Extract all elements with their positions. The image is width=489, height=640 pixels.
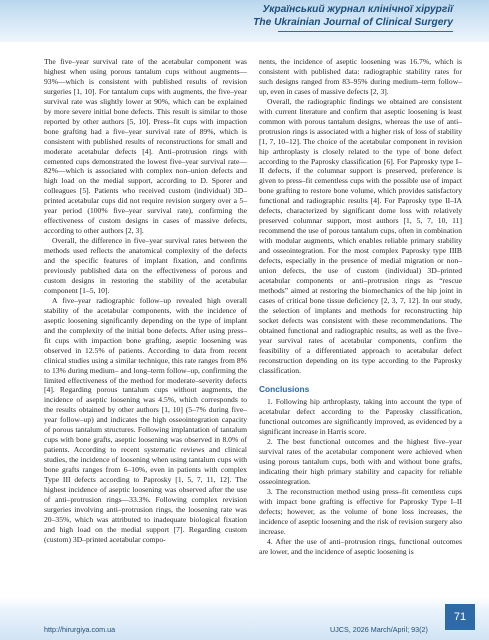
right-text-column: [259, 57, 462, 557]
journal-citation: UJCS, 2026 March/April; 93(2): [330, 625, 428, 634]
conclusion-item: 2. The best functional outcomes and the highest five–year survival rates of the acetabular component were achieved when using porous tantalum cups, both with and without bone grafts, indicating their high primary stability and capacity for reliable osseointegration.: [259, 437, 462, 487]
conclusion-item: 1. Following hip arthroplasty, taking into account the type of acetabular defect according to the Paprosky classification, functional outcomes are significantly improved, as evidenced by a significant increase in Harris score.: [259, 397, 462, 437]
page-number: 71: [445, 604, 475, 630]
left-text-column: [44, 57, 247, 545]
paragraph: nents, the incidence of aseptic loosening was 16.7%, which is consistent with published data: radiographic stability rates for such designs ranged from 83–95% during medium–term follow–up, even in cases of massive defects [2, 3].: [259, 57, 462, 96]
journal-header-band: [0, 0, 489, 42]
conclusions-heading: Conclusions: [259, 383, 310, 394]
paragraph: The five–year survival rate of the acetabular component was highest when using porous tantalum cups without augments—93%—which is consistent with published results of revision surgeries [1, 10]. For tantalum cups with augments, the five–year survival rate was slightly lower at 90%, which can be explained by more severe initial bone defects. This result is similar to those reported by other authors [5, 10]. Press–fit cups with impaction bone grafting had a five–year survival rate of 89%, which is consistent with published results of reconstructions for small and moderate acetabular defects [4]. Anti–protrusion rings with cemented cups demonstrated the lowest five–year survival rate—82%—which is associated with complex non–union defects and high load on the medial support, according to D. Sporer and colleagues [5]. Patients who received custom (individual) 3D–printed acetabular cups did not require revision surgery over a 5–year period (100% five–year survival rate), confirming the effectiveness of custom designs in cases of massive defects, according to other authors [2, 3].: [44, 57, 247, 236]
journal-title-english: The Ukrainian Journal of Clinical Surgery: [253, 17, 453, 28]
paragraph: Overall, the radiographic findings we obtained are consistent with current literature and confirm that aseptic loosening is least common with porous tantalum designs, whereas the use of anti–protrusion rings is associated with a higher risk of loss of stability [1, 7, 10–12]. The choice of the acetabular component in revision hip arthroplasty is closely related to the type of bone defect according to the Paprosky classification [6]. For Paprosky type I–II defects, if the columnar support is preserved, preference is given to press–fit cementless cups with the possible use of impact bone grafting to restore bone volume, which provides satisfactory functional and radiographic results [4]. For Paprosky type II–IA defects, characterized by significant dome loss with relatively preserved columnar support, most authors [1, 5, 7, 10, 11] recommend the use of porous tantalum cups, often in combination with modular augments, which enables reliable primary stability and osseointegration. For the most complex Paprosky type IIIB defects, especially in the presence of medial migration or non–union defects, the use of custom (individual) 3D–printed acetabular components or anti–protrusion rings as “rescue methods” aimed at restoring the biomechanics of the hip joint in cases of critical bone tissue deficiency [2, 3, 7, 12]. In our study, the selection of implants and methods for reconstructing hip socket defects was consistent with these recommendations. The obtained functional and radiographic results, as well as the five–year survival rates of acetabular components, confirm the feasibility of a differentiated approach to acetabular defect reconstruction depending on its type according to the Paprosky classification.: [259, 96, 462, 375]
paragraph: A five–year radiographic follow–up revealed high overall stability of the acetabular components, with the incidence of aseptic loosening significantly depending on the type of implant and the complexity of the initial bone defects. After using press–fit cups with impaction bone grafting, aseptic loosening was observed in 12.5% of patients. According to data from recent clinical studies using a similar technique, this rate ranges from 8% to 13% during medium– and long–term follow–up, confirming the limited effectiveness of the method for moderate–severity defects [4]. Regarding porous tantalum cups without augments, the incidence of aseptic loosening was 4.5%, which corresponds to the results obtained by other authors [1, 10] (5–7% during five–year follow–up) and indicates the high osseointegration capacity of porous tantalum structures. Following implantation of tantalum cups with bone grafts, aseptic loosening was observed in 8.0% of patients. According to recent systematic reviews and clinical studies, the incidence of loosening when using tantalum cups with bone grafts ranges from 6–10%, even in patients with complex Type III defects according to Paprosky [1, 5, 7, 11, 12]. The highest incidence of aseptic loosening was observed after the use of anti–protrusion rings—33.3%. Following complex revision surgeries involving anti–protrusion rings, the loosening rate was 20–35%, which was attributed to inadequate biological fixation and high load on the medial support [7]. Regarding custom (custom) 3D–printed acetabular compo-: [44, 295, 247, 544]
paragraph: Overall, the difference in five–year survival rates between the methods used reflects the anatomical complexity of the defects and the specific features of implant fixation, and confirms previously published data on the effectiveness of porous and custom designs in restoring the stability of the acetabular component [1–5, 10].: [44, 236, 247, 295]
journal-url[interactable]: http://hirurgiya.com.ua: [44, 625, 116, 634]
conclusion-item: 3. The reconstruction method using press–fit cementless cups with impact bone grafting is effective for Paprosky Type I–II defects; however, as the volume of bone loss increases, the incidence of aseptic loosening and the risk of revision surgery also increase.: [259, 487, 462, 536]
journal-title-ukrainian: Український журнал клінічної хірургії: [262, 4, 453, 15]
conclusion-item: 4. After the use of anti–protrusion rings, functional outcomes are lower, and the incidence of aseptic loosening is: [259, 536, 462, 556]
header-divider: [278, 31, 453, 32]
